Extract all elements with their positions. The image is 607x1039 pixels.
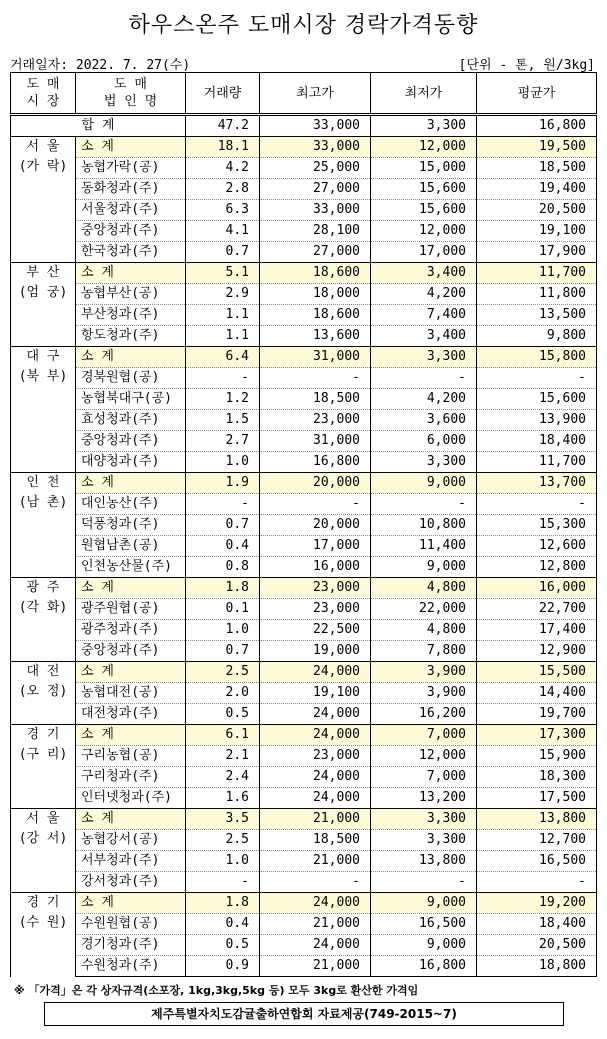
avg-price-cell: 17,900 <box>477 242 597 263</box>
corp-name: 중앙청과(주) <box>76 641 186 662</box>
corp-name: 효성청과(주) <box>76 410 186 431</box>
min-price-cell: 12,000 <box>371 746 477 767</box>
min-price-cell: 3,300 <box>371 347 477 368</box>
avg-price-cell: 18,800 <box>477 956 597 977</box>
max-price-cell: 27,000 <box>260 242 371 263</box>
corp-name: 대양청과(주) <box>76 452 186 473</box>
subtotal-row <box>11 137 597 158</box>
min-price-cell: 4,200 <box>371 284 477 305</box>
table-row <box>11 872 597 893</box>
volume-cell: 2.4 <box>186 767 260 788</box>
corp-name: 중앙청과(주) <box>76 221 186 242</box>
volume-cell: 1.8 <box>186 578 260 599</box>
min-price-cell: 13,200 <box>371 788 477 809</box>
volume-cell: 0.5 <box>186 935 260 956</box>
table-row <box>11 389 597 410</box>
min-price-cell: 4,800 <box>371 620 477 641</box>
table-row <box>11 158 597 179</box>
max-price-cell: 24,000 <box>260 767 371 788</box>
market-name: 경 기 (수 원) <box>11 893 76 977</box>
volume-cell: 0.9 <box>186 956 260 977</box>
corp-name: 구리청과(주) <box>76 767 186 788</box>
max-price-cell: 21,000 <box>260 914 371 935</box>
min-price-cell: 3,400 <box>371 263 477 284</box>
volume-cell: 6.4 <box>186 347 260 368</box>
min-price-cell: 15,600 <box>371 179 477 200</box>
corp-name: 소 계 <box>76 347 186 368</box>
corp-name: 농협대전(공) <box>76 683 186 704</box>
volume-cell: 1.5 <box>186 410 260 431</box>
min-price-cell: 7,000 <box>371 725 477 746</box>
avg-price-cell: 15,600 <box>477 389 597 410</box>
max-price-cell: 13,600 <box>260 326 371 347</box>
corp-name: 항도청과(주) <box>76 326 186 347</box>
corp-name: 구리농협(공) <box>76 746 186 767</box>
volume-cell: 0.8 <box>186 557 260 578</box>
volume-cell: 2.0 <box>186 683 260 704</box>
max-price-cell: 18,500 <box>260 830 371 851</box>
min-price-cell: - <box>371 494 477 515</box>
corp-name: 경기청과(주) <box>76 935 186 956</box>
corp-name: 소 계 <box>76 662 186 683</box>
corp-name: 서부청과(주) <box>76 851 186 872</box>
corp-name: 동화청과(주) <box>76 179 186 200</box>
volume-cell: 1.1 <box>186 326 260 347</box>
header-volume: 거래량 <box>186 73 260 115</box>
volume-cell: 3.5 <box>186 809 260 830</box>
source-box: 제주특별자치도감귤출하연합회 자료제공(749-2015~7) <box>44 1002 564 1026</box>
avg-price-cell: 20,500 <box>477 200 597 221</box>
table-row <box>11 746 597 767</box>
avg-price-cell: 17,300 <box>477 725 597 746</box>
table-row <box>11 683 597 704</box>
corp-name: 소 계 <box>76 578 186 599</box>
unit-label: [단위 - 톤, 원/3kg] <box>458 58 595 73</box>
max-price-cell: 22,500 <box>260 620 371 641</box>
table-row <box>11 956 597 977</box>
volume-cell: - <box>186 368 260 389</box>
volume-cell: 1.0 <box>186 620 260 641</box>
min-price-cell: 16,200 <box>371 704 477 725</box>
max-price-cell: 24,000 <box>260 788 371 809</box>
subtotal-row <box>11 725 597 746</box>
table-row <box>11 221 597 242</box>
avg-price-cell: 15,800 <box>477 347 597 368</box>
min-price-cell: 4,800 <box>371 578 477 599</box>
volume-cell: 0.1 <box>186 599 260 620</box>
table-row <box>11 326 597 347</box>
max-price-cell: 31,000 <box>260 347 371 368</box>
min-price-cell: 10,800 <box>371 515 477 536</box>
header-avg: 평균가 <box>477 73 597 115</box>
max-price-cell: 20,000 <box>260 515 371 536</box>
max-price-cell: 23,000 <box>260 599 371 620</box>
volume-cell: 4.2 <box>186 158 260 179</box>
subtotal-row <box>11 263 597 284</box>
max-price-cell: 18,600 <box>260 305 371 326</box>
table-row <box>11 914 597 935</box>
corp-name: 소 계 <box>76 809 186 830</box>
max-price-cell: 16,800 <box>260 452 371 473</box>
volume-cell: 2.8 <box>186 179 260 200</box>
volume-cell: 1.0 <box>186 851 260 872</box>
avg-price-cell: 18,500 <box>477 158 597 179</box>
avg-price-cell: 22,700 <box>477 599 597 620</box>
max-price-cell: 33,000 <box>260 200 371 221</box>
min-price-cell: 12,000 <box>371 137 477 158</box>
max-price-cell: 18,500 <box>260 389 371 410</box>
footnote: ※ 「가격」은 각 상자규격(소포장, 1kg,3kg,5kg 등) 모두 3kg로 환산한 가격임 <box>14 984 419 997</box>
corp-name: 인터넷청과(주) <box>76 788 186 809</box>
volume-cell: 0.7 <box>186 641 260 662</box>
min-price-cell: 15,600 <box>371 200 477 221</box>
volume-cell: 0.4 <box>186 536 260 557</box>
max-price-cell: 19,100 <box>260 683 371 704</box>
avg-price-cell: 16,000 <box>477 578 597 599</box>
header-max: 최고가 <box>260 73 371 115</box>
volume-cell: - <box>186 872 260 893</box>
grand-total-row <box>11 115 597 137</box>
header-market: 도 매 시 장 <box>11 73 76 115</box>
corp-name: 수원원협(공) <box>76 914 186 935</box>
avg-price-cell: 11,700 <box>477 452 597 473</box>
trade-date: 거래일자: 2022. 7. 27(수) <box>10 58 191 73</box>
total-label: 합 계 <box>11 115 186 137</box>
min-price-cell: 15,000 <box>371 158 477 179</box>
total-avg: 16,800 <box>477 115 597 137</box>
min-price-cell: 22,000 <box>371 599 477 620</box>
min-price-cell: 11,400 <box>371 536 477 557</box>
market-name: 대 전 (오 정) <box>11 662 76 725</box>
table-row <box>11 851 597 872</box>
table-row <box>11 788 597 809</box>
table-row <box>11 935 597 956</box>
table-row <box>11 179 597 200</box>
volume-cell: 6.1 <box>186 725 260 746</box>
max-price-cell: 17,000 <box>260 536 371 557</box>
table-row <box>11 494 597 515</box>
max-price-cell: - <box>260 368 371 389</box>
max-price-cell: 21,000 <box>260 809 371 830</box>
min-price-cell: - <box>371 368 477 389</box>
min-price-cell: 9,000 <box>371 473 477 494</box>
max-price-cell: - <box>260 872 371 893</box>
table-row <box>11 767 597 788</box>
corp-name: 원협남촌(공) <box>76 536 186 557</box>
min-price-cell: 16,500 <box>371 914 477 935</box>
table-row <box>11 305 597 326</box>
subtotal-row <box>11 473 597 494</box>
market-name: 경 기 (구 리) <box>11 725 76 809</box>
min-price-cell: 13,800 <box>371 851 477 872</box>
max-price-cell: 33,000 <box>260 137 371 158</box>
max-price-cell: 24,000 <box>260 704 371 725</box>
min-price-cell: 3,900 <box>371 662 477 683</box>
volume-cell: 18.1 <box>186 137 260 158</box>
volume-cell: 2.1 <box>186 746 260 767</box>
volume-cell: 1.0 <box>186 452 260 473</box>
corp-name: 수원청과(주) <box>76 956 186 977</box>
avg-price-cell: - <box>477 494 597 515</box>
avg-price-cell: - <box>477 872 597 893</box>
subtotal-row <box>11 347 597 368</box>
table-row <box>11 200 597 221</box>
max-price-cell: 31,000 <box>260 431 371 452</box>
corp-name: 소 계 <box>76 473 186 494</box>
max-price-cell: 23,000 <box>260 578 371 599</box>
corp-name: 대전청과(주) <box>76 704 186 725</box>
corp-name: 농협강서(공) <box>76 830 186 851</box>
table-row <box>11 452 597 473</box>
volume-cell: 4.1 <box>186 221 260 242</box>
max-price-cell: 28,100 <box>260 221 371 242</box>
max-price-cell: - <box>260 494 371 515</box>
max-price-cell: 25,000 <box>260 158 371 179</box>
subtotal-row <box>11 578 597 599</box>
volume-cell: 1.6 <box>186 788 260 809</box>
min-price-cell: 7,000 <box>371 767 477 788</box>
corp-name: 덕풍청과(주) <box>76 515 186 536</box>
table-row <box>11 284 597 305</box>
avg-price-cell: 19,500 <box>477 137 597 158</box>
avg-price-cell: 17,500 <box>477 788 597 809</box>
table-row <box>11 641 597 662</box>
avg-price-cell: 18,400 <box>477 914 597 935</box>
market-name: 부 산 (엄 궁) <box>11 263 76 347</box>
corp-name: 경북원협(공) <box>76 368 186 389</box>
volume-cell: 1.9 <box>186 473 260 494</box>
avg-price-cell: 19,400 <box>477 179 597 200</box>
volume-cell: 0.7 <box>186 242 260 263</box>
corp-name: 농협가락(공) <box>76 158 186 179</box>
max-price-cell: 21,000 <box>260 956 371 977</box>
volume-cell: 1.8 <box>186 893 260 914</box>
table-row <box>11 431 597 452</box>
avg-price-cell: 15,300 <box>477 515 597 536</box>
min-price-cell: 3,400 <box>371 326 477 347</box>
report-title: 하우스온주 도매시장 경락가격동향 <box>128 13 479 38</box>
corp-name: 농협북대구(공) <box>76 389 186 410</box>
volume-cell: 0.7 <box>186 515 260 536</box>
min-price-cell: 9,000 <box>371 557 477 578</box>
corp-name: 소 계 <box>76 893 186 914</box>
avg-price-cell: 18,400 <box>477 431 597 452</box>
corp-name: 소 계 <box>76 725 186 746</box>
corp-name: 서울청과(주) <box>76 200 186 221</box>
max-price-cell: 21,000 <box>260 851 371 872</box>
table-row <box>11 536 597 557</box>
min-price-cell: 3,900 <box>371 683 477 704</box>
min-price-cell: 3,600 <box>371 410 477 431</box>
corp-name: 인천농산물(주) <box>76 557 186 578</box>
volume-cell: 2.9 <box>186 284 260 305</box>
table-row <box>11 368 597 389</box>
header-corp: 도 매 법 인 명 <box>76 73 186 115</box>
avg-price-cell: 12,600 <box>477 536 597 557</box>
table-row <box>11 242 597 263</box>
avg-price-cell: 11,800 <box>477 284 597 305</box>
min-price-cell: 7,400 <box>371 305 477 326</box>
avg-price-cell: 12,800 <box>477 557 597 578</box>
min-price-cell: 6,000 <box>371 431 477 452</box>
max-price-cell: 18,000 <box>260 284 371 305</box>
min-price-cell: 16,800 <box>371 956 477 977</box>
avg-price-cell: 13,900 <box>477 410 597 431</box>
market-name: 서 울 (가 락) <box>11 137 76 263</box>
avg-price-cell: 18,300 <box>477 767 597 788</box>
corp-name: 소 계 <box>76 263 186 284</box>
volume-cell: 1.1 <box>186 305 260 326</box>
avg-price-cell: 13,800 <box>477 809 597 830</box>
avg-price-cell: 11,700 <box>477 263 597 284</box>
table-row <box>11 704 597 725</box>
avg-price-cell: 20,500 <box>477 935 597 956</box>
max-price-cell: 24,000 <box>260 893 371 914</box>
volume-cell: 0.4 <box>186 914 260 935</box>
avg-price-cell: 12,900 <box>477 641 597 662</box>
max-price-cell: 18,600 <box>260 263 371 284</box>
max-price-cell: 23,000 <box>260 746 371 767</box>
table-row <box>11 410 597 431</box>
market-name: 광 주 (각 화) <box>11 578 76 662</box>
max-price-cell: 24,000 <box>260 725 371 746</box>
corp-name: 광주청과(주) <box>76 620 186 641</box>
max-price-cell: 16,000 <box>260 557 371 578</box>
avg-price-cell: 19,200 <box>477 893 597 914</box>
avg-price-cell: 19,100 <box>477 221 597 242</box>
max-price-cell: 20,000 <box>260 473 371 494</box>
corp-name: 소 계 <box>76 137 186 158</box>
min-price-cell: 4,200 <box>371 389 477 410</box>
volume-cell: 1.2 <box>186 389 260 410</box>
min-price-cell: 7,800 <box>371 641 477 662</box>
corp-name: 부산청과(주) <box>76 305 186 326</box>
avg-price-cell: 17,400 <box>477 620 597 641</box>
avg-price-cell: 15,900 <box>477 746 597 767</box>
table-row <box>11 599 597 620</box>
avg-price-cell: 15,500 <box>477 662 597 683</box>
max-price-cell: 27,000 <box>260 179 371 200</box>
max-price-cell: 19,000 <box>260 641 371 662</box>
table-row <box>11 620 597 641</box>
total-min: 3,300 <box>371 115 477 137</box>
table-row <box>11 515 597 536</box>
min-price-cell: 9,000 <box>371 935 477 956</box>
volume-cell: 5.1 <box>186 263 260 284</box>
subtotal-row <box>11 662 597 683</box>
avg-price-cell: 12,700 <box>477 830 597 851</box>
min-price-cell: 17,000 <box>371 242 477 263</box>
volume-cell: 2.5 <box>186 830 260 851</box>
corp-name: 중앙청과(주) <box>76 431 186 452</box>
market-name: 서 울 (강 서) <box>11 809 76 893</box>
total-max: 33,000 <box>260 115 371 137</box>
min-price-cell: - <box>371 872 477 893</box>
min-price-cell: 3,300 <box>371 452 477 473</box>
max-price-cell: 24,000 <box>260 662 371 683</box>
avg-price-cell: - <box>477 368 597 389</box>
min-price-cell: 9,000 <box>371 893 477 914</box>
avg-price-cell: 14,400 <box>477 683 597 704</box>
volume-cell: 6.3 <box>186 200 260 221</box>
table-row <box>11 557 597 578</box>
market-name: 대 구 (북 부) <box>11 347 76 473</box>
avg-price-cell: 13,500 <box>477 305 597 326</box>
min-price-cell: 12,000 <box>371 221 477 242</box>
corp-name: 대인농산(주) <box>76 494 186 515</box>
min-price-cell: 3,300 <box>371 809 477 830</box>
price-table <box>10 72 597 977</box>
volume-cell: 2.7 <box>186 431 260 452</box>
avg-price-cell: 9,800 <box>477 326 597 347</box>
total-volume: 47.2 <box>186 115 260 137</box>
volume-cell: 0.5 <box>186 704 260 725</box>
market-name: 인 천 (남 촌) <box>11 473 76 578</box>
table-header-row <box>11 73 597 115</box>
min-price-cell: 3,300 <box>371 830 477 851</box>
volume-cell: 2.5 <box>186 662 260 683</box>
corp-name: 광주원협(공) <box>76 599 186 620</box>
avg-price-cell: 19,700 <box>477 704 597 725</box>
corp-name: 한국청과(주) <box>76 242 186 263</box>
table-row <box>11 830 597 851</box>
header-min: 최저가 <box>371 73 477 115</box>
avg-price-cell: 16,500 <box>477 851 597 872</box>
corp-name: 강서청과(주) <box>76 872 186 893</box>
max-price-cell: 24,000 <box>260 935 371 956</box>
volume-cell: - <box>186 494 260 515</box>
corp-name: 농협부산(공) <box>76 284 186 305</box>
subtotal-row <box>11 809 597 830</box>
max-price-cell: 23,000 <box>260 410 371 431</box>
avg-price-cell: 13,700 <box>477 473 597 494</box>
subtotal-row <box>11 893 597 914</box>
